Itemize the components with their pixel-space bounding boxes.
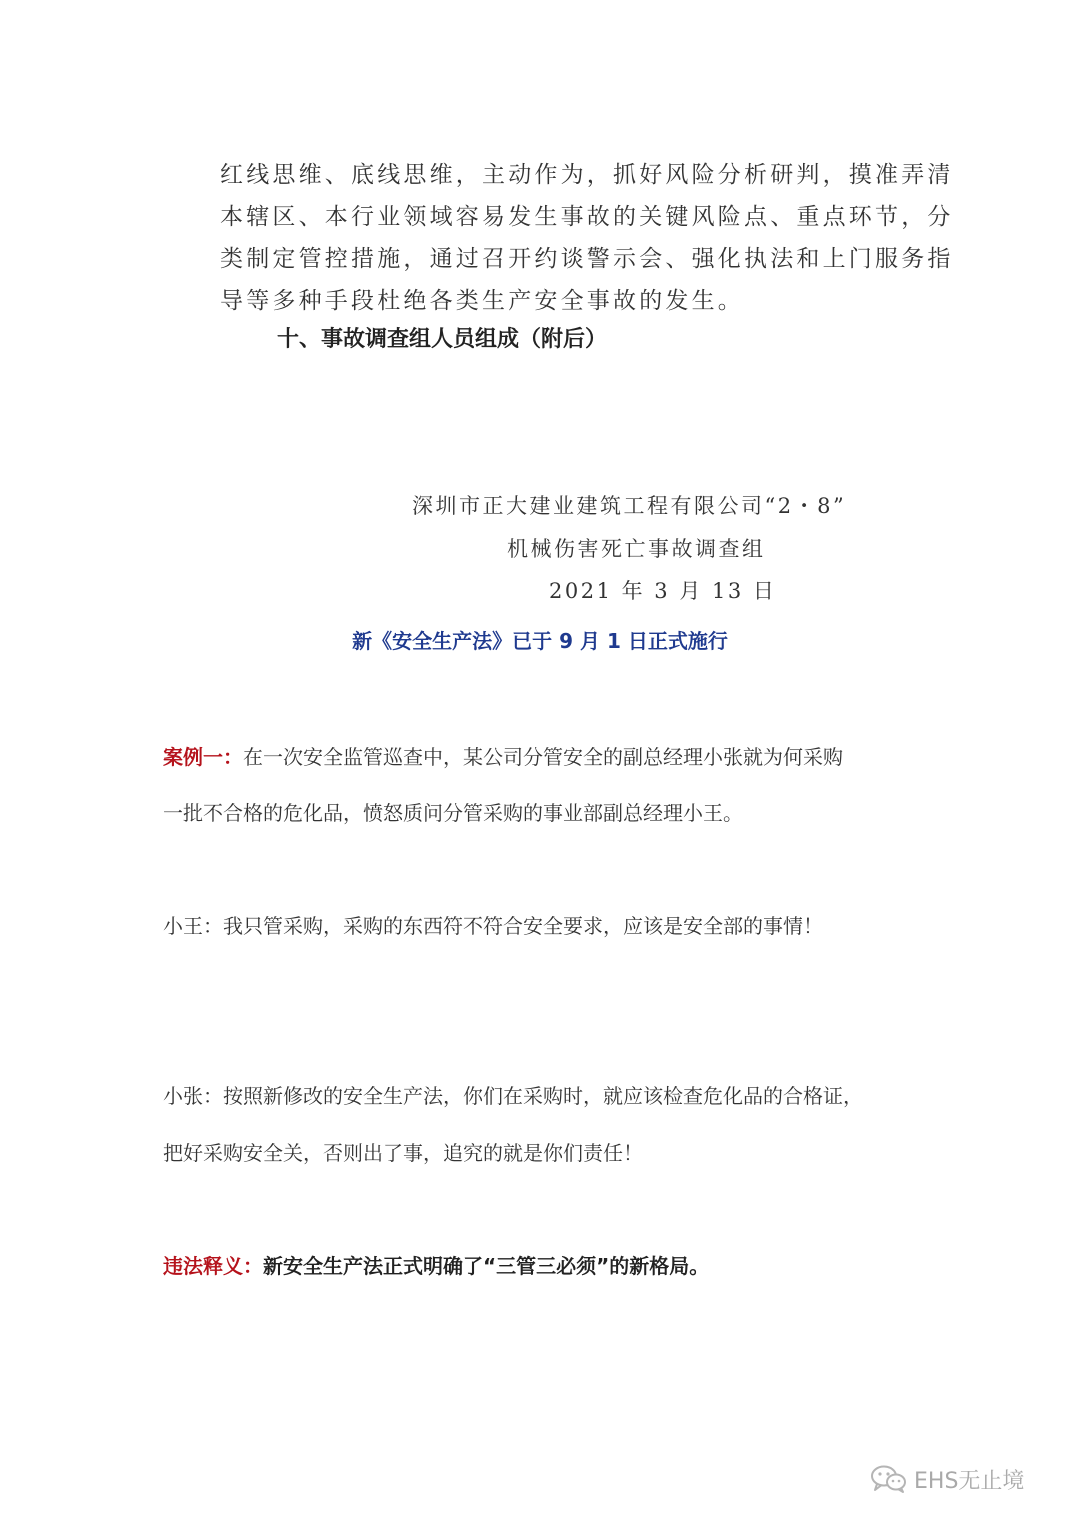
report-line-2: 本辖区、本行业领域容易发生事故的关键风险点、重点环节，分 [220,204,954,230]
watermark [870,1462,1024,1496]
xiaozhang-line-1: 小张：按照新修改的安全生产法，你们在采购时，就应该检查危化品的合格证， [163,1084,863,1108]
report-line-3: 类制定管控措施，通过召开约谈警示会、强化执法和上门服务指 [220,246,954,272]
xiaowang-line: 小王：我只管采购，采购的东西符不符合安全要求，应该是安全部的事情！ [163,914,823,938]
interpretation-line [163,1250,923,1279]
signature-org: 深圳市正大建业建筑工程有限公司“2・8” [412,494,847,518]
report-line-1: 红线思维、底线思维，主动作为，抓好风险分析研判，摸准弄清 [220,162,954,188]
wechat-icon [870,1464,908,1494]
signature-date: 2021 年 3 月 13 日 [549,579,777,603]
notice-title: 新《安全生产法》已于 9 月 1 日正式施行 [352,629,728,653]
interpretation-label: 违法释义： [163,1254,263,1278]
interpretation-text: 新安全生产法正式明确了“三管三必须”的新格局。 [263,1254,710,1278]
xiaozhang-line-2: 把好采购安全关，否则出了事，追究的就是你们责任！ [163,1141,643,1165]
case-text-2: 一批不合格的危化品，愤怒质问分管采购的事业部副总经理小王。 [163,801,743,825]
signature-group: 机械伤害死亡事故调查组 [507,537,766,561]
report-line-4: 导等多种手段杜绝各类生产安全事故的发生。 [220,288,744,314]
case-text-1: 在一次安全监管巡查中，某公司分管安全的副总经理小张就为何采购 [243,745,843,769]
watermark-text: EHS无止境 [914,1468,1025,1494]
section-heading: 十、事故调查组人员组成（附后） [277,327,608,352]
case-paragraph-line-1 [163,741,923,770]
case-label: 案例一： [163,745,243,769]
